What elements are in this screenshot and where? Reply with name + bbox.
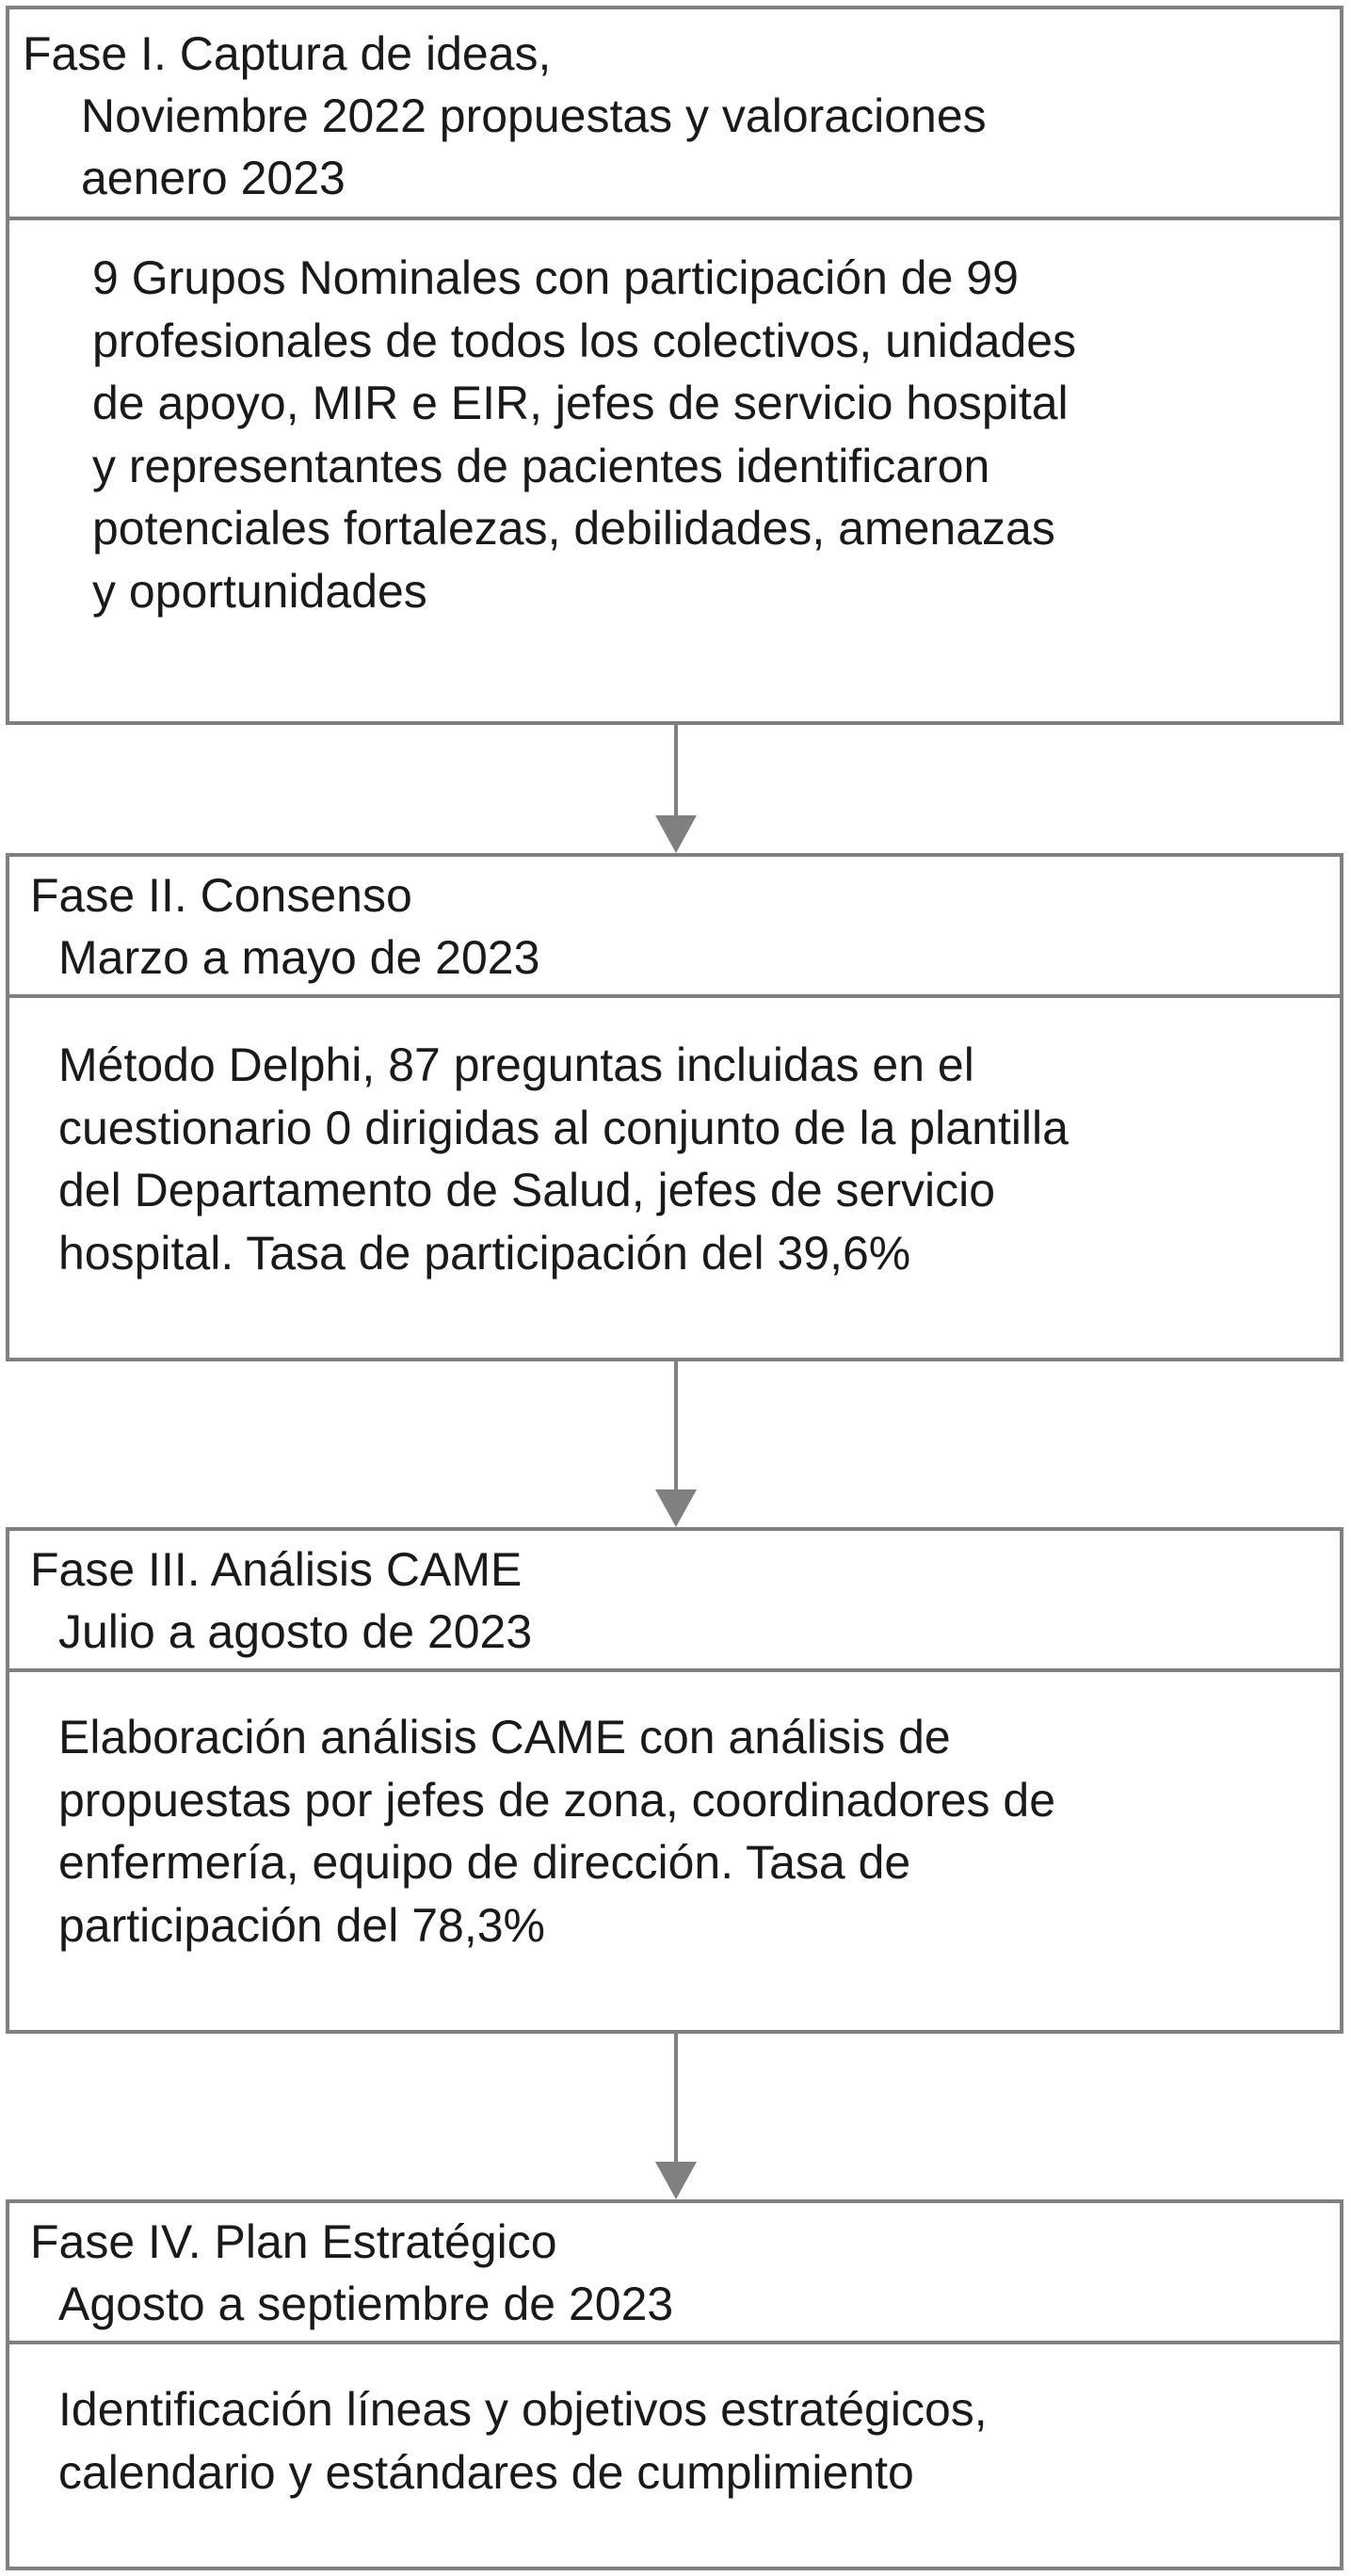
phase-4-box <box>6 2199 1343 2570</box>
phase-3-body-line: propuestas por jefes de zona, coordinadores de <box>58 1773 1056 1827</box>
phase-1-body-line: profesionales de todos los colectivos, unidades <box>92 314 1077 367</box>
phase-3-box <box>6 1527 1343 2034</box>
phase-1-body-line: potenciales fortalezas, debilidades, amenazas <box>92 502 1055 555</box>
phase-3-body-line: participación del 78,3% <box>58 1898 545 1952</box>
phase-3-description <box>9 1672 1340 1956</box>
phase-4-description <box>9 2344 1340 2504</box>
arrow-down-icon <box>655 2162 697 2199</box>
phase-1-body-line: y representantes de pacientes identificaron <box>92 439 990 492</box>
phase-2-box <box>6 853 1343 1361</box>
phase-1-header <box>9 9 1340 220</box>
arrow-shaft <box>674 725 678 819</box>
phase-3-body-line: Elaboración análisis CAME con análisis de <box>58 1711 951 1763</box>
phase-3-date-line-1: Julio a agosto de 2023 <box>58 1605 533 1658</box>
phase-1-date-line-2: aenero 2023 <box>81 152 346 204</box>
phase-4-title: Fase IV. Plan Estratégico <box>30 2215 557 2268</box>
phase-2-body-line: del Departamento de Salud, jefes de servicio <box>58 1164 996 1216</box>
phase-4-header <box>9 2203 1340 2344</box>
phase-4-body-line: calendario y estándares de cumplimiento <box>58 2445 914 2499</box>
phase-1-body-line: 9 Grupos Nominales con participación de 99 <box>92 251 1019 304</box>
phase-1-body-line: y oportunidades <box>92 564 427 618</box>
phase-2-description <box>9 998 1340 1284</box>
phase-4-body-line: Identificación líneas y objetivos estratégicos, <box>58 2383 988 2436</box>
arrow-down-icon <box>655 1489 697 1527</box>
phase-1-body-line: de apoyo, MIR e EIR, jefes de servicio hospital <box>92 377 1069 429</box>
phase-1-box <box>6 6 1343 725</box>
phase-2-body-line: cuestionario 0 dirigidas al conjunto de la plantilla <box>58 1101 1069 1154</box>
phase-3-body-line: enfermería, equipo de dirección. Tasa de <box>58 1836 911 1889</box>
phase-1-date-line-1: Noviembre 2022 propuestas y valoraciones <box>81 89 987 142</box>
phase-4-date-line-1: Agosto a septiembre de 2023 <box>58 2278 674 2330</box>
phase-2-header <box>9 857 1340 998</box>
phase-2-title: Fase II. Consenso <box>30 869 412 922</box>
arrow-down-icon <box>655 815 697 853</box>
phase-1-description <box>9 220 1340 622</box>
phase-3-title: Fase III. Análisis CAME <box>30 1543 523 1596</box>
phase-2-body-line: Método Delphi, 87 preguntas incluidas en el <box>58 1038 974 1091</box>
phase-3-header <box>9 1531 1340 1672</box>
phase-2-date-line-1: Marzo a mayo de 2023 <box>58 931 540 984</box>
arrow-shaft <box>674 2034 678 2165</box>
phase-1-title: Fase I. Captura de ideas, <box>23 27 552 80</box>
arrow-shaft <box>674 1361 678 1493</box>
phase-2-body-line: hospital. Tasa de participación del 39,6% <box>58 1226 911 1280</box>
